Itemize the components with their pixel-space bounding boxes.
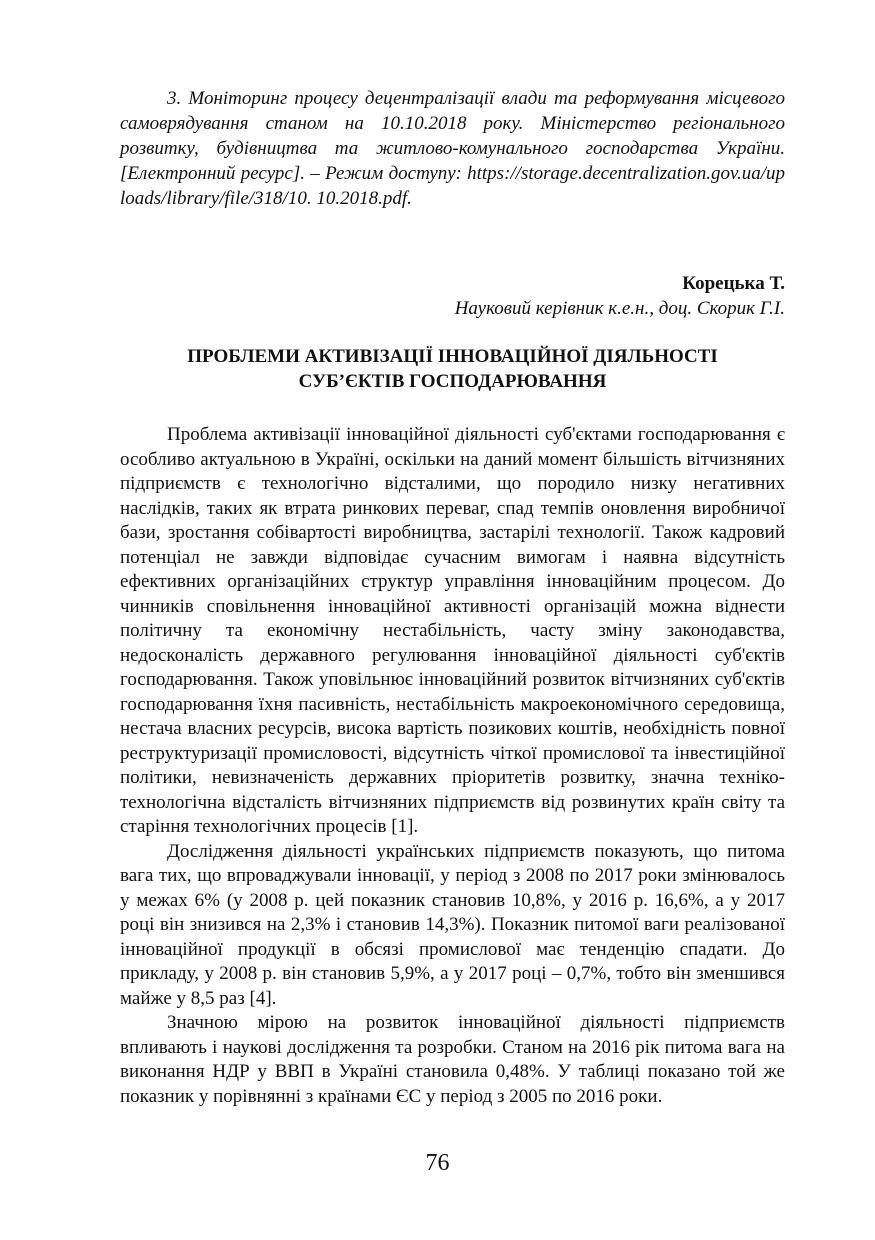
- reference-text: 3. Моніторинг процесу децентралізації влади та реформування місцевого самоврядування станом на 10.10.2018 року. Міністерство регіонального розвитку, будівництва та житлово-комунального господарства України. [Електронний ресурс]. – Режим доступу:: [120, 88, 785, 184]
- article-body: [120, 423, 785, 1109]
- article-title-line-1: ПРОБЛЕМИ АКТИВІЗАЦІЇ ІННОВАЦІЙНОЇ ДІЯЛЬНОСТІ: [187, 346, 718, 367]
- reference-entry: [120, 86, 785, 211]
- page-content: [120, 86, 785, 1109]
- article-title-line-2: СУБ’ЄКТІВ ГОСПОДАРЮВАННЯ: [298, 371, 607, 392]
- body-paragraph: Проблема активізації інноваційної діяльності суб'єктами господарювання є особливо актуальною в Україні, оскільки на даний момент більшість вітчизняних підприємств є технологічно відсталими, що породило низку негативних наслідків, таких як втрата ринкових переваг, спад темпів оновлення виробничої бази, зростання собівартості виробництва, застарілі технології. Також кадровий потенціал не завжди відповідає сучасним вимогам і наявна відсутність ефективних організаційних структур управління інноваційним процесом. До чинників сповільнення інноваційної активності організацій можна віднести політичну та економічну нестабільність, часту зміну законодавства, недосконаліcть державного регулювання інноваційної діяльності суб'єктів господарювання. Також уповільнює інноваційний розвиток вітчизняних суб'єктів господарювання їхня пасивність, нестабільність макроекономічного середовища, нестача власних ресурсів, висока вартість позикових коштів, необхідність повної реструктуризації промисловості, відсутність чіткої промислової та інвестиційної політики, невизначеність державних пріоритетів розвитку, значна техніко-технологічна відсталість вітчизняних підприємств від розвинутих країн світу та старіння технологічних процесів [1].: [120, 424, 785, 837]
- author-name: Корецька Т.: [682, 273, 785, 294]
- reference-url[interactable]: https://storage.decentralization.gov.ua/uploads/library/file/318/10. 10.2018.pdf.: [120, 163, 785, 209]
- body-paragraph: Дослідження діяльності українських підприємств показують, що питома вага тих, що впроваджували інновації, у період з 2008 по 2017 роки змінювалось у межах 6% (у 2008 р. цей показник становив 10,8%, у 2016 р. 16,6%, а у 2017 році він знизився на 2,3% і становив 14,3%). Показник питомої ваги реалізованої інноваційної продукції в обсязі промислової має тенденцію спадати. До прикладу, у 2008 р. він становив 5,9%, а у 2017 році – 0,7%, тобто він зменшився майже у 8,5 раз [4].: [120, 840, 785, 1009]
- article-title: [120, 344, 785, 394]
- body-paragraph: Значною мірою на розвиток інноваційної діяльності підприємств впливають і наукові дослідження та розробки. Станом на 2016 рік питома вага на виконання НДР у ВВП в Україні становила 0,48%. У таблиці показано той же показник у порівнянні з країнами ЄС у період з 2005 по 2016 роки.: [120, 1012, 785, 1107]
- page-number: 76: [425, 1150, 450, 1176]
- scientific-advisor: Науковий керівник к.е.н., доц. Скорик Г.І.: [454, 298, 785, 319]
